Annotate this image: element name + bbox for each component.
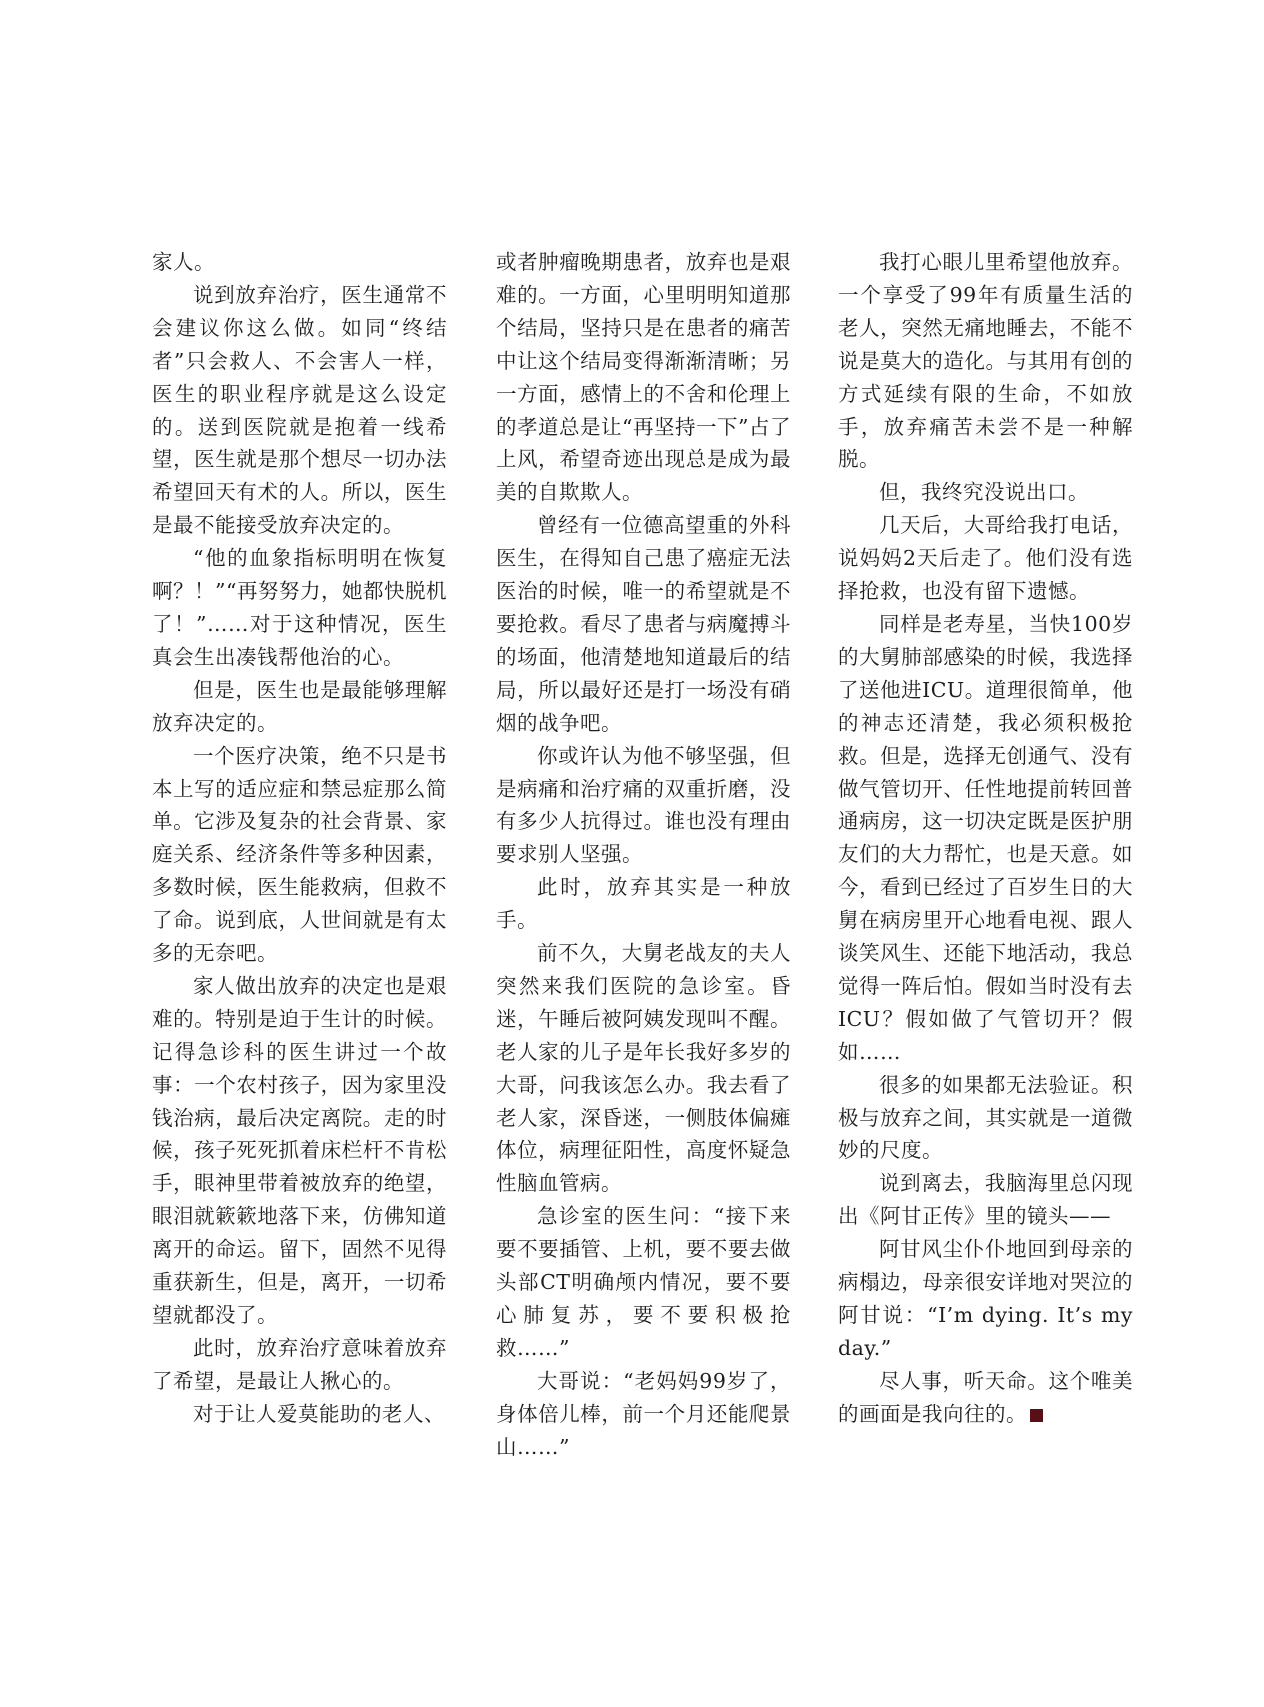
article-column-1	[152, 246, 447, 1431]
paragraph: 我打心眼儿里希望他放弃。一个享受了99年有质量生活的老人，突然无痛地睡去，不能不说是莫大的造化。与其用有创的方式延续有限的生命，不如放手，放弃痛苦未尝不是一种解脱。	[838, 250, 1133, 472]
paragraph: 前不久，大舅老战友的夫人突然来我们医院的急诊室。昏迷，午睡后被阿姨发现叫不醒。老人家的儿子是年长我好多岁的大哥，问我该怎么办。我去看了老人家，深昏迷，一侧肢体偏瘫体位，病理征阳性，高度怀疑急性脑血管病。	[496, 941, 791, 1196]
paragraph: 急诊室的医生问：“接下来要不要插管、上机，要不要去做头部CT明确颅内情况，要不要心肺复苏，要不要积极抢救……”	[496, 1204, 791, 1360]
paragraph: 一个医疗决策，绝不只是书本上写的适应症和禁忌症那么简单。它涉及复杂的社会背景、家庭关系、经济条件等多种因素，多数时候，医生能救病，但救不了命。说到底，人世间就是有太多的无奈吧。	[152, 743, 447, 966]
paragraph-last-text: 尽人事，听天命。这个唯美的画面是我向往的。	[838, 1368, 1133, 1426]
paragraph: “他的血象指标明明在恢复啊？！”“再努努力，她都快脱机了！”……对于这种情况，医生真会生出凑钱帮他治的心。	[152, 546, 447, 669]
paragraph: 家人做出放弃的决定也是艰难的。特别是迫于生计的时候。记得急诊科的医生讲过一个故事：一个农村孩子，因为家里没钱治病，最后决定离院。走的时候，孩子死死抓着床栏杆不肯松手，眼神里带着被放弃的绝望，眼泪就簌簌地落下来，仿佛知道离开的命运。留下，固然不见得重获新生，但是，离开，一切希望就都没了。	[152, 973, 447, 1327]
paragraph: 此时，放弃治疗意味着放弃了希望，是最让人揪心的。	[152, 1335, 447, 1393]
paragraph: 但，我终究没说出口。	[879, 480, 1089, 505]
paragraph: 对于让人爱莫能助的老人、	[193, 1401, 445, 1426]
paragraph: 很多的如果都无法验证。积极与放弃之间，其实就是一道微妙的尺度。	[838, 1072, 1133, 1163]
end-of-article-mark	[1030, 1409, 1043, 1422]
paragraph: 阿甘风尘仆仆地回到母亲的病榻边，母亲很安详地对哭泣的阿甘说：“I’m dying. It’s my day.”	[838, 1237, 1133, 1360]
paragraph: 几天后，大哥给我打电话，说妈妈2天后走了。他们没有选择抢救，也没有留下遗憾。	[838, 513, 1133, 604]
paragraph: 说到放弃治疗，医生通常不会建议你这么做。如同“终结者”只会救人、不会害人一样，医生的职业程序就是这么设定的。送到医院就是抱着一线希望，医生就是那个想尽一切办法希望回天有术的人。所以，医生是最不能接受放弃决定的。	[152, 282, 447, 538]
paragraph-last	[838, 1365, 1133, 1431]
article-column-2	[496, 246, 791, 1464]
paragraph: 或者肿瘤晚期患者，放弃也是艰难的。一方面，心里明明知道那个结局，坚持只是在患者的痛苦中让这个结局变得渐渐清晰；另一方面，感情上的不舍和伦理上的孝道总是让“再坚持一下”占了上风，希望奇迹出现总是成为最美的自欺欺人。	[496, 250, 791, 505]
paragraph: 你或许认为他不够坚强，但是病痛和治疗痛的双重折磨，没有多少人抗得过。谁也没有理由要求别人坚强。	[496, 743, 791, 867]
paragraph: 说到离去，我脑海里总闪现出《阿甘正传》里的镜头——	[838, 1171, 1133, 1229]
paragraph: 但是，医生也是最能够理解放弃决定的。	[152, 677, 447, 735]
paragraph: 家人。	[152, 250, 215, 274]
paragraph: 此时，放弃其实是一种放手。	[496, 875, 791, 933]
paragraph: 曾经有一位德高望重的外科医生，在得知自己患了癌症无法医治的时候，唯一的希望就是不要抢救。看尽了患者与病魔搏斗的场面，他清楚地知道最后的结局，所以最好还是打一场没有硝烟的战争吧。	[496, 513, 791, 735]
paragraph: 同样是老寿星，当快100岁的大舅肺部感染的时候，我选择了送他进ICU。道理很简单，他的神志还清楚，我必须积极抢救。但是，选择无创通气、没有做气管切开、任性地提前转回普通病房，这一切决定既是医护朋友们的大力帮忙，也是天意。如今，看到已经过了百岁生日的大舅在病房里开心地看电视、跟人谈笑风生、还能下地活动，我总觉得一阵后怕。假如当时没有去ICU？假如做了气管切开？假如……	[838, 611, 1133, 1064]
paragraph: 大哥说：“老妈妈99岁了，身体倍儿棒，前一个月还能爬景山……”	[496, 1368, 791, 1459]
article-column-3	[838, 246, 1133, 1431]
